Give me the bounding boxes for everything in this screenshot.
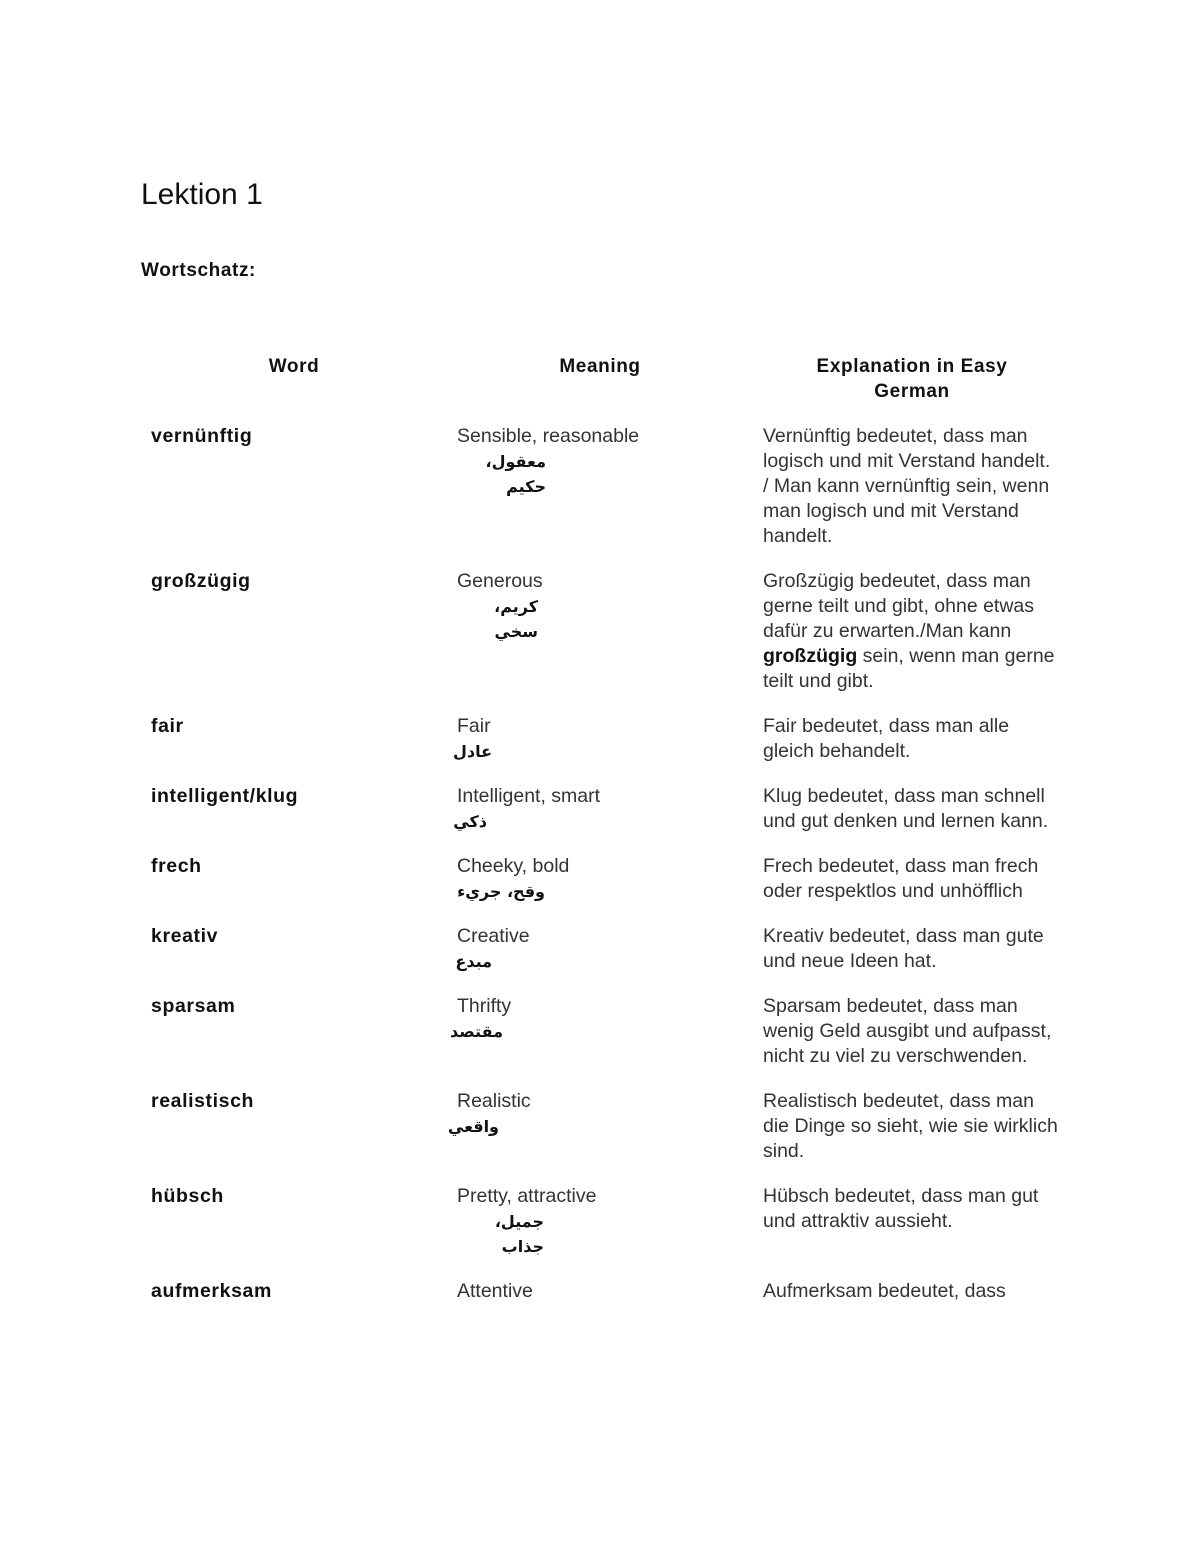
- vocabulary-table: [141, 354, 1071, 1324]
- meaning-arabic: مبدع: [455, 952, 492, 971]
- table-row: [141, 714, 1071, 784]
- meaning-cell: [447, 924, 753, 994]
- table-row: [141, 424, 1071, 569]
- explanation-cell: [753, 1279, 1071, 1324]
- header-word: Word: [268, 356, 320, 377]
- meaning-english: Attentive: [457, 1280, 533, 1302]
- table-row: [141, 854, 1071, 924]
- meaning-cell: [447, 1279, 753, 1324]
- table-row: [141, 924, 1071, 994]
- word-cell: großzügig: [151, 570, 251, 592]
- meaning-english: Pretty, attractive: [457, 1185, 597, 1207]
- section-heading: Wortschatz:: [141, 260, 256, 281]
- word-cell: hübsch: [151, 1185, 224, 1207]
- table-row: [141, 784, 1071, 854]
- word-cell: intelligent/klug: [151, 785, 299, 807]
- meaning-arabic: جميل، جذاب: [494, 1212, 544, 1256]
- header-meaning: Meaning: [559, 356, 641, 377]
- meaning-english: Cheeky, bold: [457, 855, 570, 877]
- explanation-cell: [753, 714, 1071, 784]
- meaning-arabic: عادل: [452, 742, 492, 761]
- explanation-text: Kreativ bedeutet, dass man gute und neue Ideen hat.: [763, 925, 1044, 972]
- meaning-arabic: ذكي: [453, 812, 487, 831]
- explanation-text: [763, 569, 1061, 694]
- meaning-cell: [447, 854, 753, 924]
- page-title: Lektion 1: [141, 178, 263, 211]
- word-cell: sparsam: [151, 995, 236, 1017]
- meaning-english: Realistic: [457, 1090, 531, 1112]
- meaning-cell: [447, 424, 753, 569]
- meaning-english: Thrifty: [457, 995, 512, 1017]
- meaning-english: Intelligent, smart: [457, 785, 601, 807]
- meaning-english: Creative: [457, 925, 530, 947]
- header-explanation: Explanation in Easy German: [816, 356, 1008, 402]
- meaning-english: Generous: [457, 570, 543, 592]
- explanation-cell: [753, 569, 1071, 714]
- explanation-text: Fair bedeutet, dass man alle gleich behandelt.: [763, 715, 1010, 762]
- meaning-english: Fair: [457, 715, 491, 737]
- table-header-row: [141, 354, 1071, 424]
- explanation-text: Realistisch bedeutet, dass man die Dinge so sieht, wie sie wirklich sind.: [763, 1090, 1058, 1162]
- meaning-cell: [447, 569, 753, 714]
- explanation-cell: [753, 924, 1071, 994]
- word-cell: realistisch: [151, 1090, 255, 1112]
- table-row: [141, 1089, 1071, 1184]
- explanation-text: Klug bedeutet, dass man schnell und gut denken und lernen kann.: [763, 785, 1049, 832]
- explanation-text: Hübsch bedeutet, dass man gut und attraktiv aussieht.: [763, 1185, 1039, 1232]
- explanation-cell: [753, 1184, 1071, 1279]
- meaning-arabic: واقعي: [447, 1117, 499, 1136]
- explanation-part: Großzügig bedeutet, dass man gerne teilt und gibt, ohne etwas dafür zu erwarten./Man kann: [763, 570, 1035, 642]
- meaning-cell: [447, 714, 753, 784]
- explanation-cell: [753, 424, 1071, 569]
- word-cell: fair: [151, 715, 184, 737]
- table-row: [141, 1184, 1071, 1279]
- meaning-cell: [447, 1089, 753, 1184]
- explanation-text: Frech bedeutet, dass man frech oder respektlos und unhöfflich: [763, 855, 1039, 902]
- explanation-cell: [753, 1089, 1071, 1184]
- table-row: [141, 1279, 1071, 1324]
- meaning-arabic: كريم، سخي: [494, 597, 538, 641]
- explanation-text: Aufmerksam bedeutet, dass: [763, 1280, 1006, 1302]
- explanation-cell: [753, 784, 1071, 854]
- meaning-arabic: مقتصد: [450, 1022, 503, 1041]
- explanation-cell: [753, 854, 1071, 924]
- table-row: [141, 569, 1071, 714]
- meaning-cell: [447, 784, 753, 854]
- meaning-cell: [447, 994, 753, 1089]
- table-row: [141, 994, 1071, 1089]
- word-cell: vernünftig: [151, 425, 253, 447]
- word-cell: kreativ: [151, 925, 219, 947]
- meaning-cell: [447, 1184, 753, 1279]
- explanation-emphasis: großzügig: [763, 645, 858, 667]
- meaning-english: Sensible, reasonable: [457, 425, 640, 447]
- explanation-text: Sparsam bedeutet, dass man wenig Geld ausgibt und aufpasst, nicht zu viel zu verschwenden.: [763, 995, 1052, 1067]
- meaning-arabic: معقول، حكيم: [485, 452, 546, 496]
- explanation-cell: [753, 994, 1071, 1089]
- explanation-text: Vernünftig bedeutet, dass man logisch und mit Verstand handelt. / Man kann vernünftig sein, wenn man logisch und mit Verstand handelt.: [763, 425, 1051, 547]
- word-cell: aufmerksam: [151, 1280, 272, 1302]
- meaning-arabic: وقح، جريء: [457, 882, 545, 901]
- word-cell: frech: [151, 855, 202, 877]
- explanation-part: sein, wenn man gerne teilt und gibt.: [763, 645, 1055, 692]
